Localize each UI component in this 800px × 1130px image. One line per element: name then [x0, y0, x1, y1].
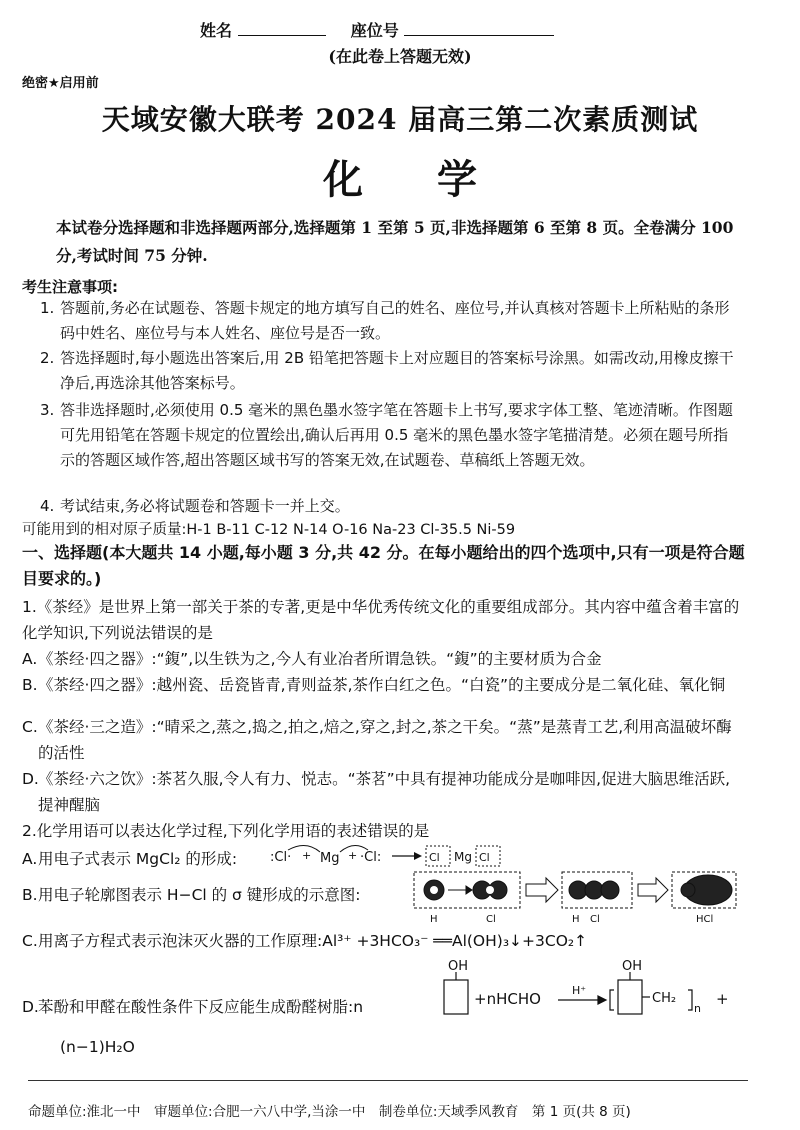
notice-item: [40, 494, 740, 519]
notice-item: [40, 296, 740, 346]
arrow-head: [414, 852, 422, 860]
mg-ion: Mg: [454, 850, 472, 864]
notice-text: 考试结束,务必将试题卷和答题卡一并上交。: [60, 497, 350, 515]
notice-num: 3.: [40, 401, 55, 419]
name-seat-row: [200, 18, 554, 41]
notice-item: [40, 398, 740, 473]
name-label: 姓名: [200, 21, 233, 40]
option-label: A.: [22, 850, 38, 868]
notice-num: 4.: [40, 497, 55, 515]
option-text: 苯酚和甲醛在酸性条件下反应能生成酚醛树脂:n: [38, 998, 364, 1016]
benzene-ring: [444, 980, 468, 1014]
exam-title: 天域安徽大联考 2024 届高三第二次素质测试: [101, 103, 699, 136]
cl-ion: Cl: [429, 851, 440, 864]
secret-label: 绝密★启用前: [22, 76, 99, 91]
plus-sign: +: [716, 990, 729, 1008]
polymer-bracket-left: [610, 990, 614, 1010]
q2-option-d-tail: (n−1)H₂O: [60, 1038, 135, 1056]
cl-atom-right: ·Cl:: [360, 850, 382, 865]
option-text: 《茶经·四之器》:“鍑”,以生铁为之,今人有业冶者所谓急铁。“鍑”的主要材质为合金: [38, 650, 602, 668]
sigma-bond-diagram: [412, 870, 738, 926]
question-1-stem: 1.《茶经》是世界上第一部关于茶的专著,更是中华优秀传统文化的重要组成部分。其内容中蕴含着丰富的化学知识,下列说法错误的是: [22, 598, 740, 642]
ch2-label: CH₂: [652, 991, 677, 1006]
cl-nucleus: [486, 886, 494, 894]
name-blank: [238, 21, 326, 36]
footer-info: 命题单位:淮北一中 审题单位:合肥一六八中学,当涂一中 制卷单位:天域季风教育 第 1 页(共 8 页): [28, 1104, 631, 1120]
transition-arrow: [638, 878, 668, 902]
subject-title: 化 学: [323, 156, 507, 203]
mg-atom: Mg: [320, 851, 340, 866]
option-label: C.: [22, 718, 38, 736]
q1-option-a: [22, 646, 738, 672]
h-nucleus: [430, 886, 438, 894]
label-h: H: [430, 914, 438, 925]
option-text: 用电子轮廓图表示 H−Cl 的 σ 键形成的示意图:: [38, 886, 361, 904]
label-cl: Cl: [590, 914, 600, 925]
transition-arrow: [526, 878, 558, 902]
overlap-orbital: [601, 881, 619, 899]
question-2-stem: 2.化学用语可以表达化学过程,下列化学用语的表述错误的是: [22, 822, 430, 840]
q1-option-c: [22, 714, 738, 766]
option-label: B.: [22, 886, 38, 904]
option-label: D.: [22, 770, 39, 788]
n-subscript: n: [694, 1002, 701, 1015]
notice-heading: 考生注意事项:: [22, 278, 118, 296]
catalyst-label: H⁺: [572, 984, 587, 997]
arrow-head: [598, 996, 606, 1004]
q2-option-d: [22, 994, 364, 1020]
notice-item: [40, 346, 740, 396]
option-label: D.: [22, 998, 39, 1016]
option-label: C.: [22, 932, 38, 950]
option-text: 《茶经·六之饮》:茶茗久服,令人有力、悦志。“茶茗”中具有提神功能成分是咖啡因,促进大脑思维活跃,提神醒脑: [38, 770, 730, 814]
invalid-note: (在此卷上答题无效): [328, 47, 472, 66]
benzene-ring: [618, 980, 642, 1014]
arrow-head: [466, 886, 472, 894]
polymer-bracket-right: [688, 990, 692, 1010]
oh-label: OH: [622, 959, 643, 974]
option-text: 用离子方程式表示泡沫灭火器的工作原理:Al³⁺ +3HCO₃⁻ ══Al(OH)₃↓+3CO₂↑: [38, 932, 588, 950]
option-text: 《茶经·三之造》:“晴采之,蒸之,捣之,拍之,焙之,穿之,封之,茶之干矣。“蒸”是蒸青工艺,利用高温破坏酶的活性: [38, 718, 732, 762]
hcl-orbital-small: [681, 883, 695, 897]
plus-sign: +: [302, 849, 312, 862]
atomic-masses: 可能用到的相对原子质量:H-1 B-11 C-12 N-14 O-16 Na-23 Cl-35.5 Ni-59: [22, 522, 516, 538]
option-label: B.: [22, 676, 38, 694]
option-label: A.: [22, 650, 38, 668]
notice-text: 答选择题时,每小题选出答案后,用 2B 铅笔把答题卡上对应题目的答案标号涂黑。如需改动,用橡皮擦干净后,再选涂其他答案标号。: [60, 349, 734, 392]
hcho-text: +nHCHO: [474, 990, 541, 1008]
intro-paragraph: 本试卷分选择题和非选择题两部分,选择题第 1 至第 5 页,非选择题第 6 至第 8 页。全卷满分 100 分,考试时间 75 分钟.: [56, 218, 734, 265]
seat-label: 座位号: [350, 21, 399, 40]
label-cl: Cl: [486, 914, 496, 925]
phenol-formaldehyde-equation: [440, 958, 740, 1030]
q2-option-a: [22, 846, 238, 872]
notice-text: 答题前,务必在试题卷、答题卡规定的地方填写自己的姓名、座位号,并认真核对答题卡上所粘贴的条形码中姓名、座位号与本人姓名、座位号是否一致。: [60, 299, 730, 342]
footer-divider: [28, 1080, 748, 1081]
overlap-orbital: [585, 881, 603, 899]
label-h: H: [572, 914, 580, 925]
plus-sign: +: [348, 849, 358, 862]
label-hcl: HCl: [696, 914, 714, 925]
mgcl2-electron-dot-diagram: [268, 842, 508, 870]
q1-option-d: [22, 766, 738, 818]
q2-option-b: [22, 882, 361, 908]
overlap-orbital: [569, 881, 587, 899]
option-text: 《茶经·四之器》:越州瓷、岳瓷皆青,青则益茶,茶作白红之色。“白瓷”的主要成分是二氧化硅、氧化铜: [38, 676, 726, 694]
notice-num: 2.: [40, 349, 55, 367]
notice-text: 答非选择题时,必须使用 0.5 毫米的黑色墨水签字笔在答题卡上书写,要求字体工整、笔迹清晰。作图题可先用铅笔在答题卡规定的位置绘出,确认后再用 0.5 毫米的黑色墨水签字笔描清楚。必须在题号所指示的答题区域作答,超出答题区域书写的答案无效,在试题卷、草稿纸上答题无效。: [60, 401, 733, 469]
cl-ion: Cl: [479, 851, 490, 864]
seat-blank: [404, 21, 554, 36]
q2-option-c: [22, 928, 738, 954]
q1-option-b: [22, 672, 738, 698]
option-text: 用电子式表示 MgCl₂ 的形成:: [38, 850, 238, 868]
section-1-heading: 一、选择题(本大题共 14 小题,每小题 3 分,共 42 分。在每小题给出的四个选项中,只有一项是符合题目要求的。): [22, 543, 745, 588]
notice-num: 1.: [40, 299, 55, 317]
oh-label: OH: [448, 959, 469, 974]
cl-atom-left: :Cl·: [270, 850, 292, 865]
